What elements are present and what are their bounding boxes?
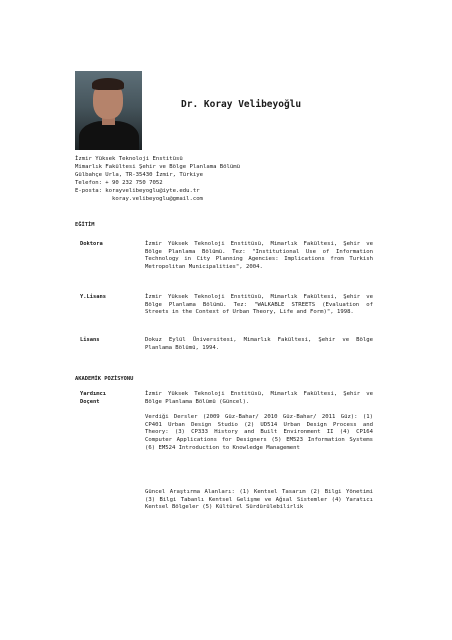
education-text-ylisans: İzmir Yüksek Teknoloji Enstitüsü, Mimarlık Fakültesi, Şehir ve Bölge Planlama Bölümü. Tez: "WALKABLE STREETS (Evaluation of Streets in the Context of Urban Theory, Life and Form)", 1998. xyxy=(145,294,373,316)
education-label-ylisans: Y.Lisans xyxy=(80,294,106,300)
profile-photo xyxy=(75,71,142,150)
contact-email-secondary[interactable]: koray.velibeyoglu@gmail.com xyxy=(112,196,203,202)
academic-research-text: Güncel Araştırma Alanları: (1) Kentsel Tasarım (2) Bilgi Yönetimi (3) Bilgi Tabanlı Kentsel Gelişme ve Ağsal Sistemler (4) Yaratıcı Kentsel Bölgeler (5) Kültürel Sürdürülebilirlik xyxy=(145,489,373,511)
academic-label-line1: Yardımcı xyxy=(80,391,106,397)
academic-courses-text: Verdiği Dersler (2009 Güz-Bahar/ 2010 Güz-Bahar/ 2011 Güz): (1) CP401 Urban Design Studio (2) UD514 Urban Design Process and Theory: (3) CP333 History and Built Environment II (4) CP164 Computer Applications for Designers (5) EM523 Information Systems (6) EM524 Introduction to Knowledge Management xyxy=(145,414,373,451)
academic-label-line2: Doçent xyxy=(80,399,100,405)
contact-address: Gülbahçe Urla, TR-35430 İzmir, Türkiye xyxy=(75,172,203,178)
education-label-doktora: Doktora xyxy=(80,241,103,247)
education-label-lisans: Lisans xyxy=(80,337,100,343)
section-heading-education: EĞİTİM xyxy=(75,222,95,228)
education-text-lisans: Dokuz Eylül Üniversitesi, Mimarlık Fakültesi, Şehir ve Bölge Planlama Bölümü, 1994. xyxy=(145,337,373,351)
contact-phone: Telefon: + 90 232 750 7052 xyxy=(75,180,163,186)
contact-email-primary[interactable]: E-posta: korayvelibeyoglu@iyte.edu.tr xyxy=(75,188,200,194)
photo-body-shape xyxy=(79,121,139,150)
contact-faculty: Mimarlık Fakültesi Şehir ve Bölge Planlama Bölümü xyxy=(75,164,241,170)
person-name: Dr. Koray Velibeyoğlu xyxy=(181,99,302,110)
photo-hair-shape xyxy=(92,78,124,90)
education-text-doktora: İzmir Yüksek Teknoloji Enstitüsü, Mimarlık Fakültesi, Şehir ve Bölge Planlama Bölümü. Tez: "Institutional Use of Information Technology in City Planning Agencies: Implications from Turkish Metropolitan Municipalities", 2004. xyxy=(145,241,373,271)
section-heading-academic: AKADEMİK POZİSYONU xyxy=(75,376,134,382)
academic-position-text: İzmir Yüksek Teknoloji Enstitüsü, Mimarlık Fakültesi, Şehir ve Bölge Planlama Bölümü (Güncel). xyxy=(145,391,373,405)
contact-institute: İzmir Yüksek Teknoloji Enstitüsü xyxy=(75,156,183,162)
